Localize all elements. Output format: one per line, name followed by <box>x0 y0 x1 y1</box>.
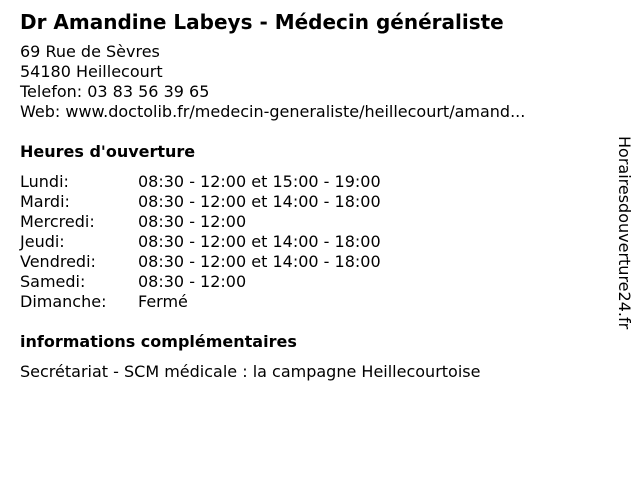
hours-time: 08:30 - 12:00 <box>138 212 247 231</box>
hours-time: 08:30 - 12:00 et 14:00 - 18:00 <box>138 192 381 211</box>
address-street: 69 Rue de Sèvres <box>20 42 160 61</box>
additional-info-heading: informations complémentaires <box>20 332 297 351</box>
address-block <box>20 42 610 122</box>
hours-day: Samedi: <box>20 272 86 291</box>
hours-day: Mardi: <box>20 192 70 211</box>
business-card <box>20 10 610 382</box>
hours-day: Vendredi: <box>20 252 96 271</box>
hours-row-saturday <box>20 272 610 292</box>
hours-day: Jeudi: <box>20 232 65 251</box>
phone-line: Telefon: 03 83 56 39 65 <box>20 82 210 101</box>
additional-info-text: Secrétariat - SCM médicale : la campagne Heillecourtoise <box>20 362 481 381</box>
hours-time: 08:30 - 12:00 et 14:00 - 18:00 <box>138 252 381 271</box>
page-title: Dr Amandine Labeys - Médecin généraliste <box>20 10 504 34</box>
hours-row-monday <box>20 172 610 192</box>
hours-day: Lundi: <box>20 172 69 191</box>
hours-time: 08:30 - 12:00 et 15:00 - 19:00 <box>138 172 381 191</box>
hours-time: 08:30 - 12:00 et 14:00 - 18:00 <box>138 232 381 251</box>
hours-time: 08:30 - 12:00 <box>138 272 247 291</box>
hours-row-sunday <box>20 292 610 312</box>
site-watermark-label: Horairesdouverture24.fr <box>615 136 634 330</box>
address-city: 54180 Heillecourt <box>20 62 163 81</box>
opening-hours-table <box>20 172 610 312</box>
hours-time: Fermé <box>138 292 188 311</box>
hours-row-thursday <box>20 232 610 252</box>
hours-row-tuesday <box>20 192 610 212</box>
opening-hours-heading: Heures d'ouverture <box>20 142 196 161</box>
hours-day: Mercredi: <box>20 212 95 231</box>
web-link[interactable]: Web: www.doctolib.fr/medecin-generaliste/heillecourt/amand... <box>20 102 526 121</box>
hours-day: Dimanche: <box>20 292 107 311</box>
hours-row-wednesday <box>20 212 610 232</box>
hours-row-friday <box>20 252 610 272</box>
